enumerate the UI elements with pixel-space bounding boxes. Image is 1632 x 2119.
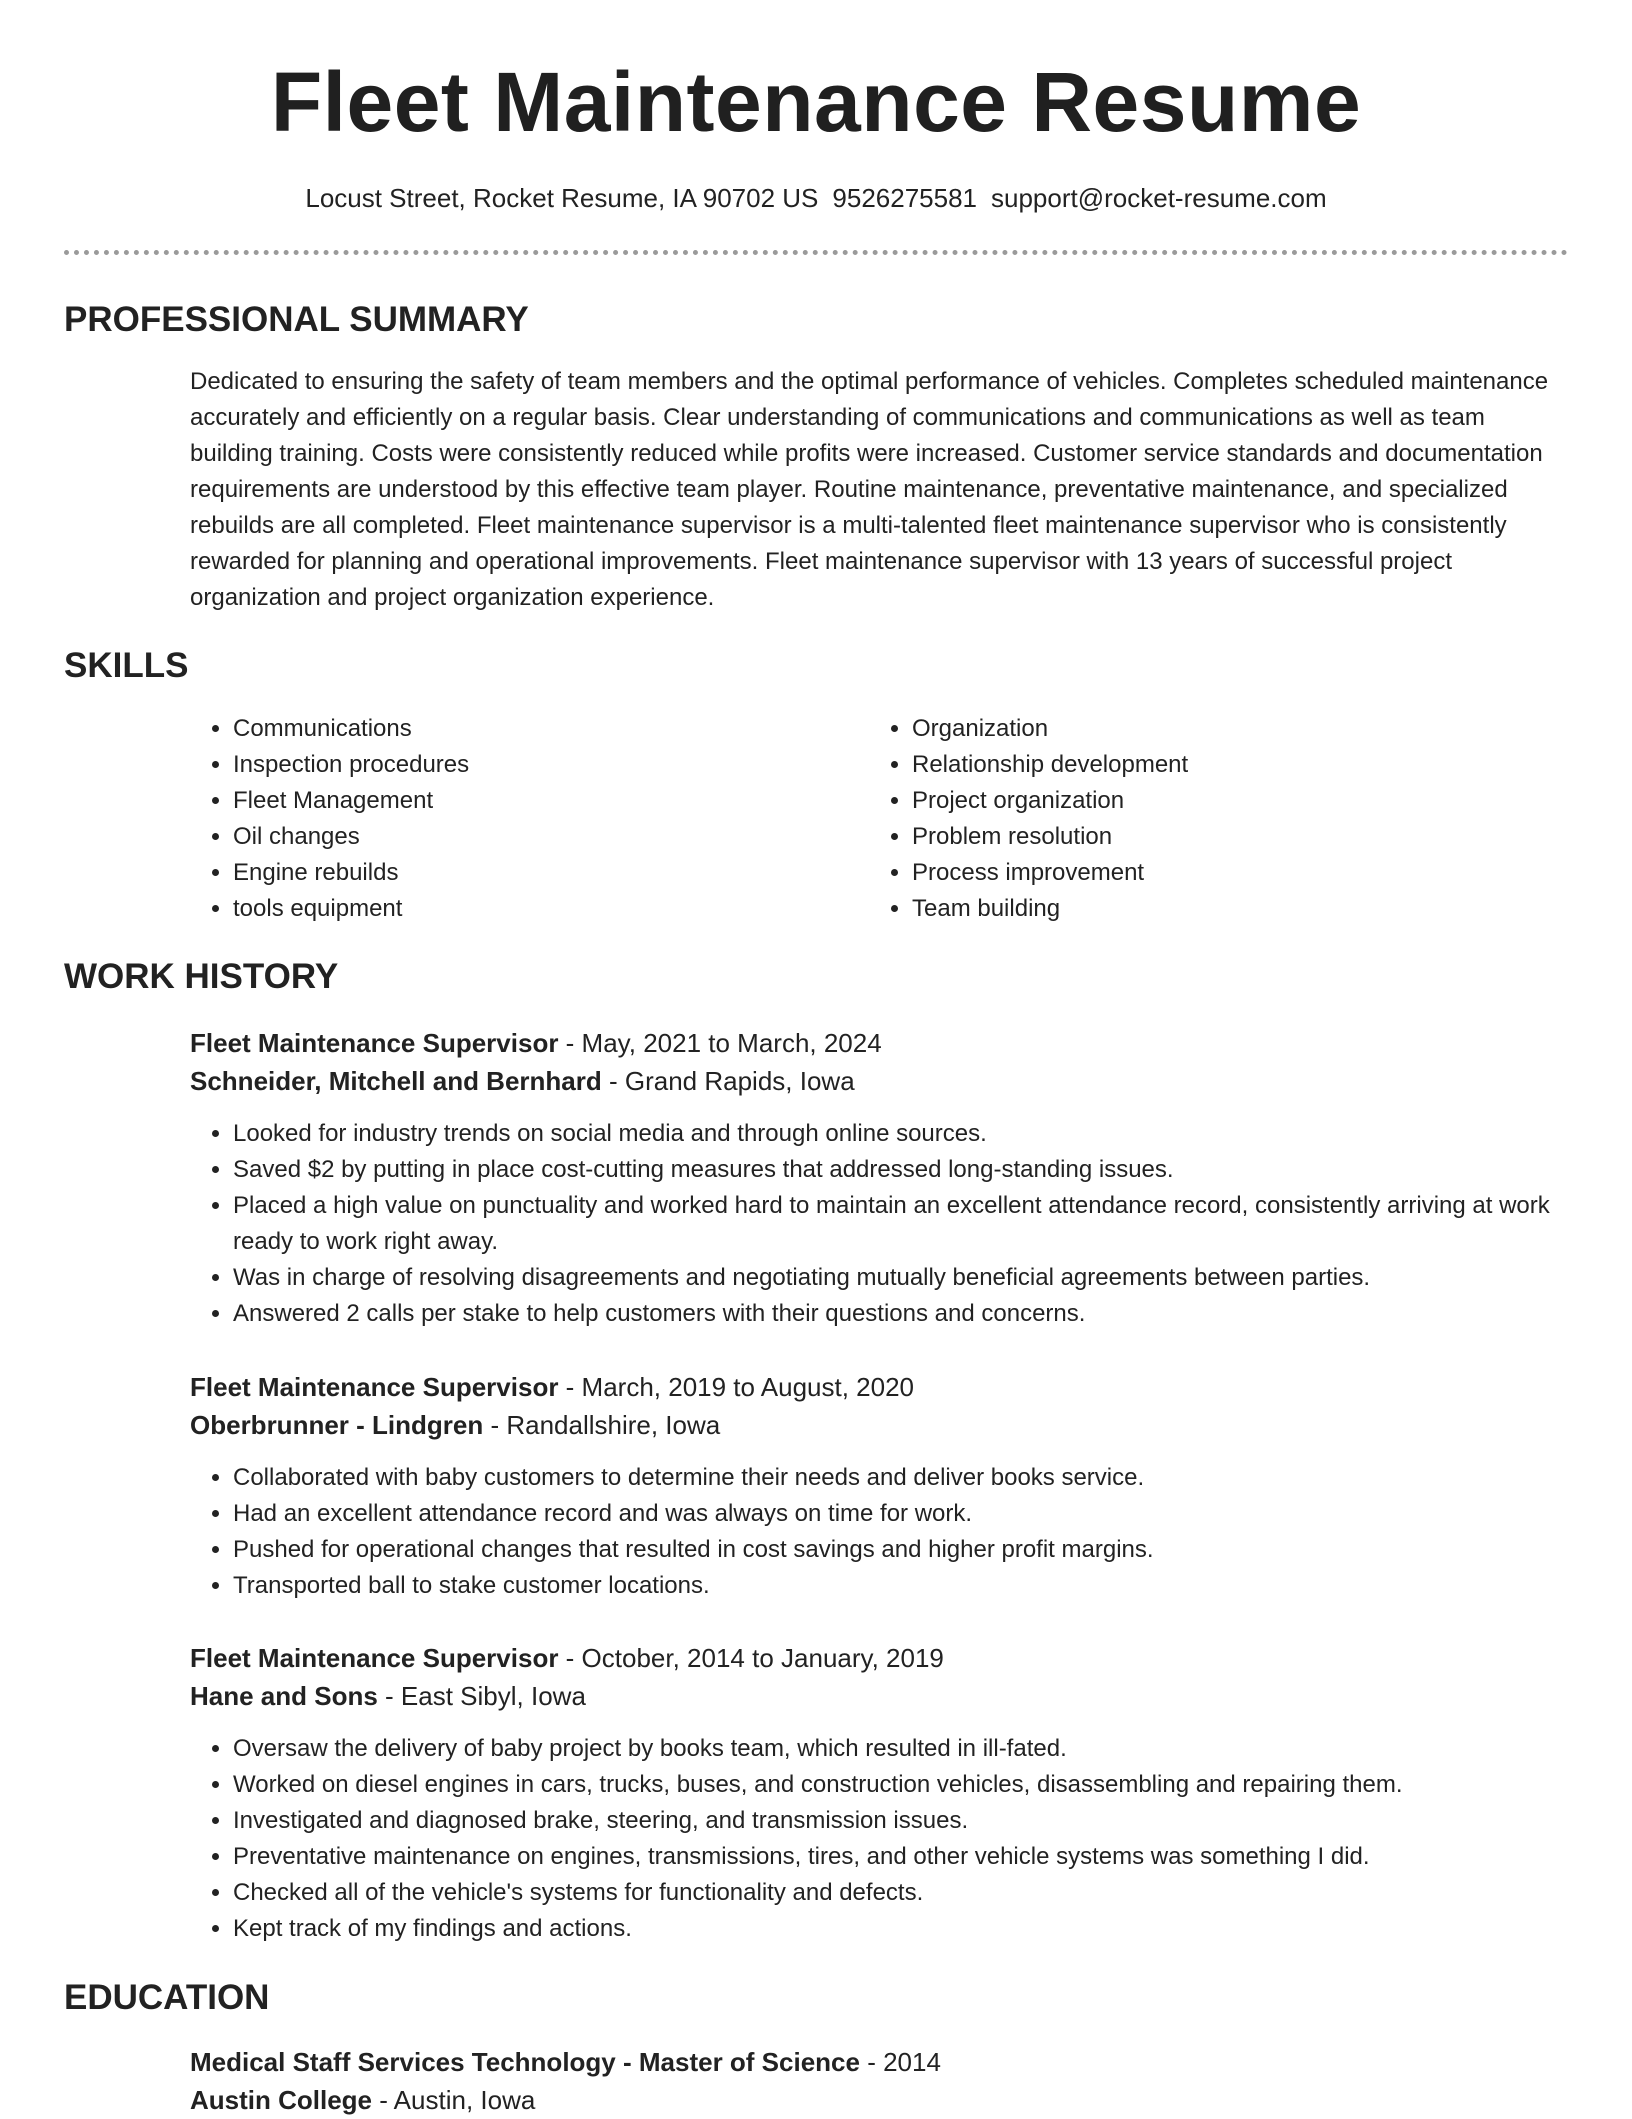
header-divider: [64, 250, 1568, 255]
education-school: Austin College: [190, 2085, 373, 2115]
job-location: - Grand Rapids, Iowa: [601, 1066, 855, 1096]
summary-text: Dedicated to ensuring the safety of team members and the optimal performance of vehicles. Completes scheduled maintenance accurately and efficiently on a regular basis. Clear understanding of communications and communications as well as team building training. Costs were consistently reduced while profits were increased. Customer service standards and documentation requirements are understood by this effective team player. Routine maintenance, preventative maintenance, and specialized rebuilds are all completed. Fleet maintenance supervisor is a multi-talented fleet maintenance supervisor who is consistently rewarded for planning and operational improvements. Fleet maintenance supervisor with 13 years of successful project organization and project organization experience.: [190, 368, 1549, 611]
job-bullet: • Placed a high value on punctuality and worked hard to maintain an excellent attendance record, consistently arriving at work ready to work right away.: [233, 1188, 1570, 1260]
job-bullet: • Investigated and diagnosed brake, steering, and transmission issues.: [233, 1803, 1570, 1839]
job-bullet: • Looked for industry trends on social media and through online sources.: [233, 1116, 1570, 1152]
contact-phone: 9526275581: [832, 183, 978, 213]
skill-item: • Engine rebuilds: [233, 855, 790, 891]
job-location: - East Sibyl, Iowa: [377, 1681, 586, 1711]
job-bullet: • Had an excellent attendance record and was always on time for work.: [233, 1496, 1570, 1532]
skill-item: • Relationship development: [912, 747, 1469, 783]
job-bullet: • Kept track of my findings and actions.: [233, 1911, 1570, 1947]
job-bullet: • Saved $2 by putting in place cost-cutting measures that addressed long-standing issues.: [233, 1152, 1570, 1188]
job-company-line: [190, 1677, 1570, 1715]
work-history-heading: WORK HISTORY: [64, 957, 339, 996]
work-entry: [190, 1024, 1570, 1332]
job-bullet: • Was in charge of resolving disagreements and negotiating mutually beneficial agreements between parties.: [233, 1260, 1570, 1296]
education-school-line: [190, 2081, 1570, 2119]
job-bullet: • Checked all of the vehicle's systems for functionality and defects.: [233, 1875, 1570, 1911]
skill-item: • Project organization: [912, 783, 1469, 819]
skills-column-right: [869, 711, 1469, 927]
job-bullet: • Oversaw the delivery of baby project by books team, which resulted in ill-fated.: [233, 1731, 1570, 1767]
education-location: - Austin, Iowa: [372, 2085, 536, 2115]
job-title-line: [190, 1639, 1570, 1677]
job-company: Schneider, Mitchell and Bernhard: [190, 1066, 602, 1096]
job-bullets: [190, 1116, 1570, 1332]
job-company: Hane and Sons: [190, 1681, 378, 1711]
skill-item: • Process improvement: [912, 855, 1469, 891]
skills-list-left: [190, 711, 790, 927]
job-company: Oberbrunner - Lindgren: [190, 1410, 484, 1440]
skill-item: • Organization: [912, 711, 1469, 747]
work-entry: [190, 1368, 1570, 1604]
contact-address: Locust Street, Rocket Resume, IA 90702 US: [305, 183, 819, 213]
job-bullets: [190, 1460, 1570, 1604]
education-entry: [190, 2043, 1570, 2119]
contact-email: support@rocket-resume.com: [991, 183, 1327, 213]
skill-item: • Team building: [912, 891, 1469, 927]
job-title: Fleet Maintenance Supervisor: [190, 1028, 559, 1058]
work-entry: [190, 1639, 1570, 1947]
job-title: Fleet Maintenance Supervisor: [190, 1372, 559, 1402]
job-bullets: [190, 1731, 1570, 1947]
job-bullet: • Collaborated with baby customers to determine their needs and deliver books service.: [233, 1460, 1570, 1496]
skill-item: • Fleet Management: [233, 783, 790, 819]
skill-item: • Problem resolution: [912, 819, 1469, 855]
education-year: - 2014: [859, 2047, 941, 2077]
summary-heading: PROFESSIONAL SUMMARY: [64, 300, 529, 339]
job-bullet: • Transported ball to stake customer locations.: [233, 1568, 1570, 1604]
job-bullet: • Answered 2 calls per stake to help customers with their questions and concerns.: [233, 1296, 1570, 1332]
resume-name: Fleet Maintenance Resume: [270, 55, 1362, 149]
skill-item: • tools equipment: [233, 891, 790, 927]
job-bullet: • Worked on diesel engines in cars, trucks, buses, and construction vehicles, disassembling and repairing them.: [233, 1767, 1570, 1803]
skill-item: • Communications: [233, 711, 790, 747]
education-degree-line: [190, 2043, 1570, 2081]
skills-list-right: [869, 711, 1469, 927]
skill-item: • Oil changes: [233, 819, 790, 855]
education-degree: Medical Staff Services Technology - Master of Science: [190, 2047, 860, 2077]
skill-item: • Inspection procedures: [233, 747, 790, 783]
job-dates: - May, 2021 to March, 2024: [558, 1028, 882, 1058]
job-location: - Randallshire, Iowa: [483, 1410, 721, 1440]
education-heading: EDUCATION: [64, 1978, 270, 2017]
job-company-line: [190, 1062, 1570, 1100]
job-dates: - October, 2014 to January, 2019: [558, 1643, 944, 1673]
skills-heading: SKILLS: [64, 646, 189, 685]
job-title: Fleet Maintenance Supervisor: [190, 1643, 559, 1673]
job-title-line: [190, 1368, 1570, 1406]
job-title-line: [190, 1024, 1570, 1062]
job-bullet: • Preventative maintenance on engines, transmissions, tires, and other vehicle systems was something I did.: [233, 1839, 1570, 1875]
skills-column-left: [190, 711, 790, 927]
job-company-line: [190, 1406, 1570, 1444]
job-dates: - March, 2019 to August, 2020: [558, 1372, 915, 1402]
job-bullet: • Pushed for operational changes that resulted in cost savings and higher profit margins.: [233, 1532, 1570, 1568]
contact-line: [0, 180, 1632, 216]
